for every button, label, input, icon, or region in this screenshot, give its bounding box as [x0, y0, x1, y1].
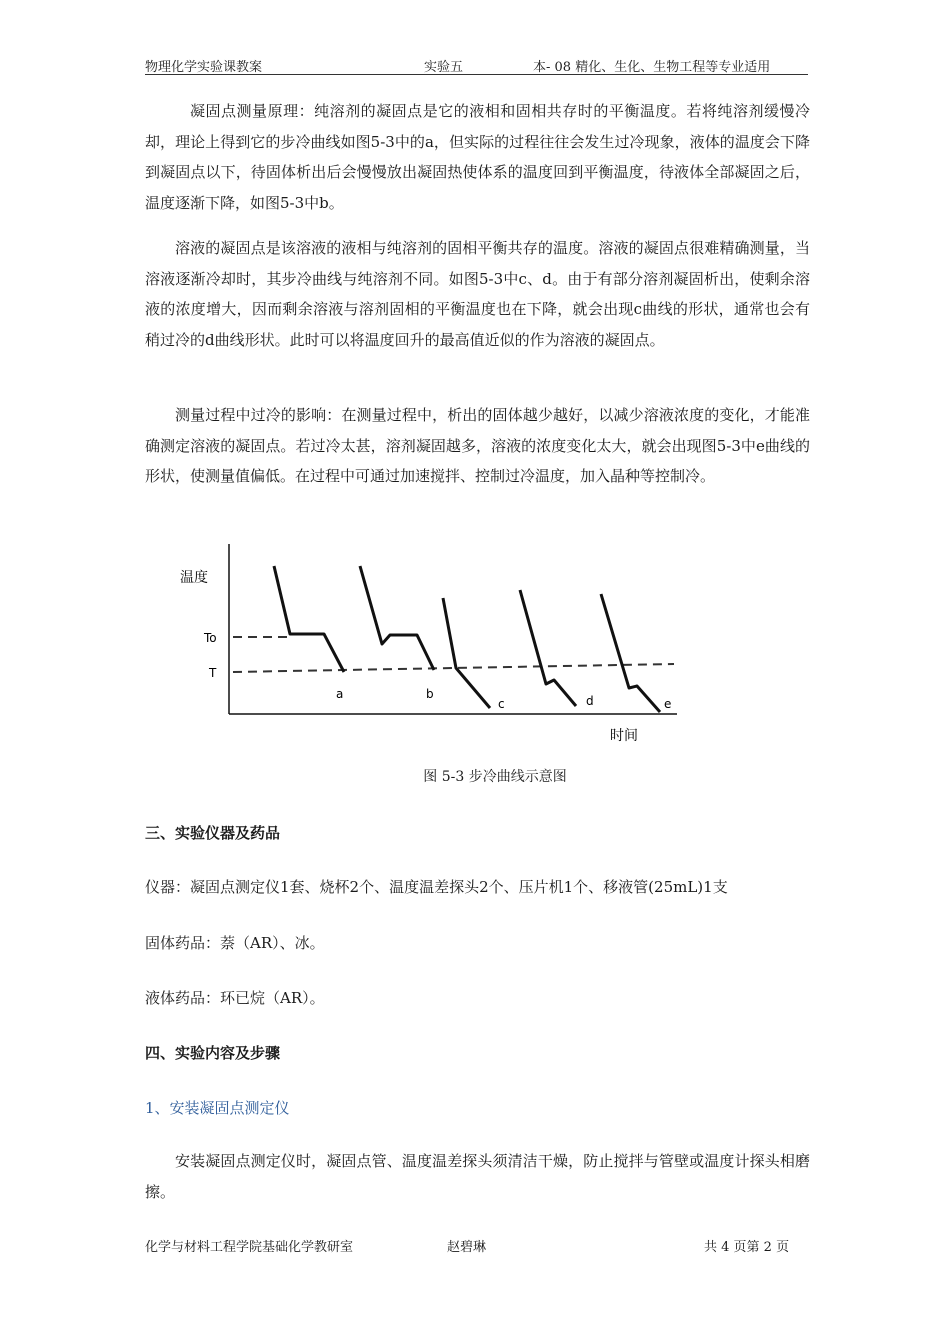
- header-left: 物理化学实验课教案: [145, 60, 263, 75]
- paragraph-2: 溶液的凝固点是该溶液的液相与纯溶剂的固相平衡共存的温度。溶液的凝固点很难精确测量，当溶液逐渐冷却时，其步冷曲线与纯溶剂不同。如图5-3中c、d。由于有部分溶剂凝固析出，使剩余溶液的浓度增大，因而剩余溶液与溶剂固相的平衡温度也在下降，就会出现c曲线的形状，通常也会有稍过冷的d曲线形状。此时可以将温度回升的最高值近似的作为溶液的凝固点。: [145, 239, 810, 349]
- section-4-title: 四、实验内容及步骤: [145, 1044, 281, 1062]
- t-label: T: [209, 666, 217, 680]
- liquid-reagents-line: 液体药品：环已烷（AR）。: [145, 989, 325, 1007]
- section-3-title: 三、实验仪器及药品: [145, 824, 281, 842]
- paragraph-3: 测量过程中过冷的影响：在测量过程中，析出的固体越少越好，以减少溶液浓度的变化，才能准确测定溶液的凝固点。若过冷太甚，溶剂凝固越多，溶液的浓度变化太大，就会出现图5-3中e曲线的形状，使测量值偏低。在过程中可通过加速搅拌、控制过冷温度，加入晶种等控制冷。: [145, 406, 810, 485]
- curve-label-d: d: [586, 694, 594, 708]
- curve-b: [360, 566, 434, 670]
- to-label: To: [204, 631, 217, 645]
- t-dashed-line: [233, 664, 674, 672]
- cooling-curve-figure: [170, 540, 690, 750]
- curve-c: [443, 598, 490, 708]
- figure-caption: 图 5-3 步冷曲线示意图: [423, 769, 567, 785]
- paragraph-4: 安装凝固点测定仪时，凝固点管、温度温差探头须清洁干燥，防止搅拌与管壁或温度计探头相磨擦。: [145, 1152, 810, 1201]
- curve-label-c: c: [498, 697, 505, 711]
- footer-left: 化学与材料工程学院基础化学教研室: [145, 1240, 354, 1255]
- paragraph-install: [145, 1146, 810, 1207]
- y-axis-label: 温度: [180, 570, 208, 586]
- curve-label-a: a: [336, 687, 344, 701]
- footer-center: 赵碧琳: [447, 1240, 487, 1255]
- solid-reagents-line: 固体药品：萘（AR）、冰。: [145, 934, 325, 952]
- paragraph-supercooling: [145, 400, 810, 492]
- footer-right: 共 4 页第 2 页: [704, 1240, 790, 1255]
- curve-e: [601, 594, 660, 712]
- paragraph-solution: [145, 233, 810, 355]
- subsection-1-title: 1、安装凝固点测定仪: [145, 1099, 290, 1117]
- curve-label-b: b: [426, 687, 434, 701]
- header-rule: [145, 74, 808, 75]
- curve-a: [274, 566, 344, 672]
- paragraph-1: 凝固点测量原理：纯溶剂的凝固点是它的液相和固相共存时的平衡温度。若将纯溶剂缓慢冷却，理论上得到它的步冷曲线如图5-3中的a，但实际的过程往往会发生过冷现象，液体的温度会下降到凝固点以下，待固体析出后会慢慢放出凝固热使体系的温度回到平衡温度，待液体全部凝固之后，温度逐渐下降，如图5-3中b。: [145, 102, 810, 212]
- instruments-line: 仪器：凝固点测定仪1套、烧杯2个、温度温差探头2个、压片机1个、移液管(25mL)1支: [145, 878, 728, 896]
- x-axis-label: 时间: [610, 728, 638, 744]
- header-center: 实验五: [424, 60, 464, 75]
- paragraph-principle: [145, 96, 810, 218]
- header-right: 本- 08 精化、生化、生物工程等专业适用: [533, 60, 771, 75]
- curve-label-e: e: [664, 697, 672, 711]
- curve-d: [520, 590, 576, 706]
